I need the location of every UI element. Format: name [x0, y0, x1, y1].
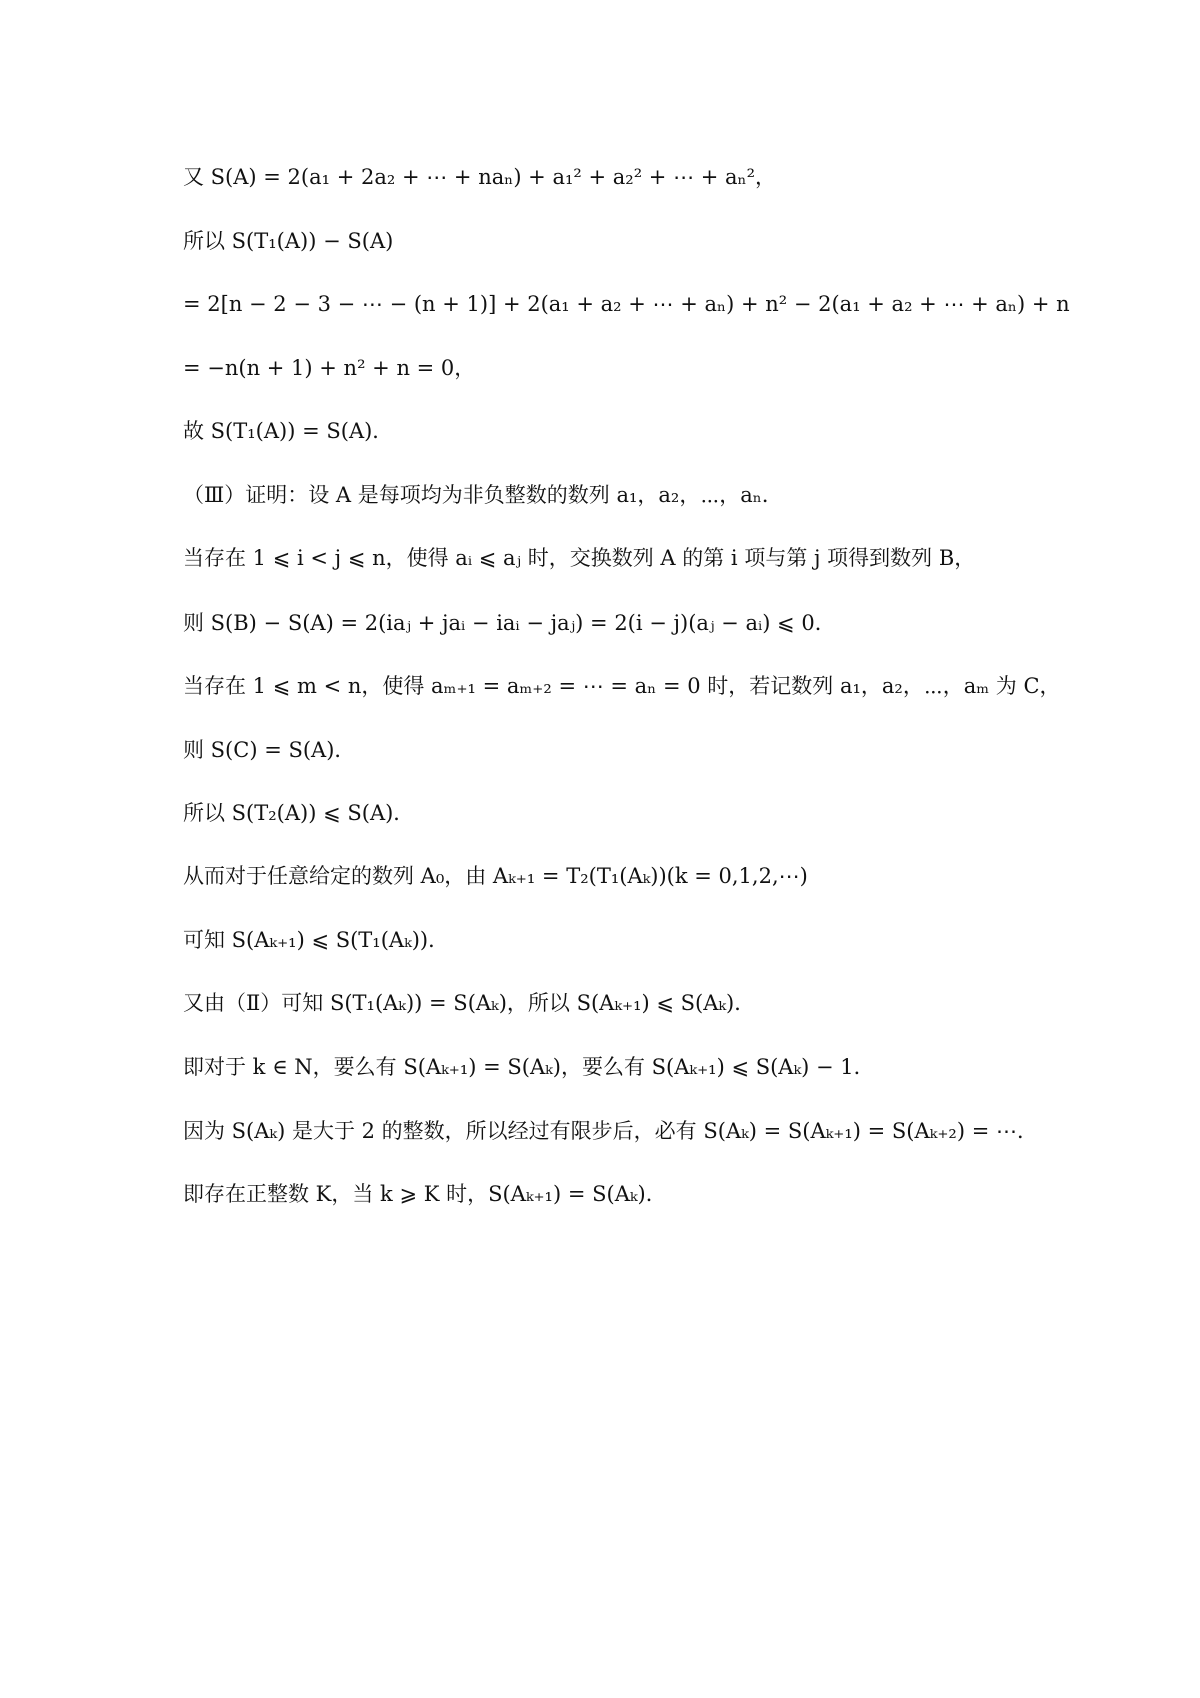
proof-line-4: = −n(n + 1) + n² + n = 0，	[183, 356, 476, 380]
proof-line-13: 可知 S(Aₖ₊₁) ⩽ S(T₁(Aₖ))．	[183, 928, 450, 952]
proof-line-5: 故 S(T₁(A)) = S(A)．	[183, 419, 394, 443]
proof-line-15: 即对于 k ∈ N，要么有 S(Aₖ₊₁) = S(Aₖ)，要么有 S(Aₖ₊₁) ⩽ S(Aₖ) − 1．	[183, 1055, 875, 1079]
proof-line-8: 则 S(B) − S(A) = 2(iaⱼ + jaᵢ − iaᵢ − jaⱼ) = 2(i − j)(aⱼ − aᵢ) ⩽ 0．	[183, 611, 836, 635]
proof-line-1: 又 S(A) = 2(a₁ + 2a₂ + ⋯ + naₙ) + a₁² + a₂² + ⋯ + aₙ²，	[183, 165, 777, 189]
proof-line-10: 则 S(C) = S(A)．	[183, 738, 356, 762]
proof-line-6: （Ⅲ）证明：设 A 是每项均为非负整数的数列 a₁，a₂，⋯，aₙ．	[183, 483, 783, 507]
proof-line-14: 又由（Ⅱ）可知 S(T₁(Aₖ)) = S(Aₖ)，所以 S(Aₖ₊₁) ⩽ S(Aₖ)．	[183, 991, 756, 1015]
proof-line-12: 从而对于任意给定的数列 A₀，由 Aₖ₊₁ = T₂(T₁(Aₖ))(k = 0,1,2,⋯)	[183, 864, 808, 888]
proof-line-11: 所以 S(T₂(A)) ⩽ S(A)．	[183, 801, 415, 825]
proof-line-2: 所以 S(T₁(A)) − S(A)	[183, 229, 394, 253]
proof-line-3: = 2[n − 2 − 3 − ⋯ − (n + 1)] + 2(a₁ + a₂ + ⋯ + aₙ) + n² − 2(a₁ + a₂ + ⋯ + aₙ) + n	[183, 292, 1070, 316]
proof-line-16: 因为 S(Aₖ) 是大于 2 的整数，所以经过有限步后，必有 S(Aₖ) = S(Aₖ₊₁) = S(Aₖ₊₂) = ⋯．	[183, 1119, 1038, 1143]
proof-line-7: 当存在 1 ⩽ i < j ⩽ n，使得 aᵢ ⩽ aⱼ 时，交换数列 A 的第 i 项与第 j 项得到数列 B，	[183, 546, 976, 570]
proof-line-9: 当存在 1 ⩽ m < n，使得 aₘ₊₁ = aₘ₊₂ = ⋯ = aₙ = 0 时，若记数列 a₁，a₂，⋯，aₘ 为 C，	[183, 674, 1061, 698]
proof-line-17: 即存在正整数 K，当 k ⩾ K 时，S(Aₖ₊₁) = S(Aₖ)．	[183, 1182, 667, 1206]
